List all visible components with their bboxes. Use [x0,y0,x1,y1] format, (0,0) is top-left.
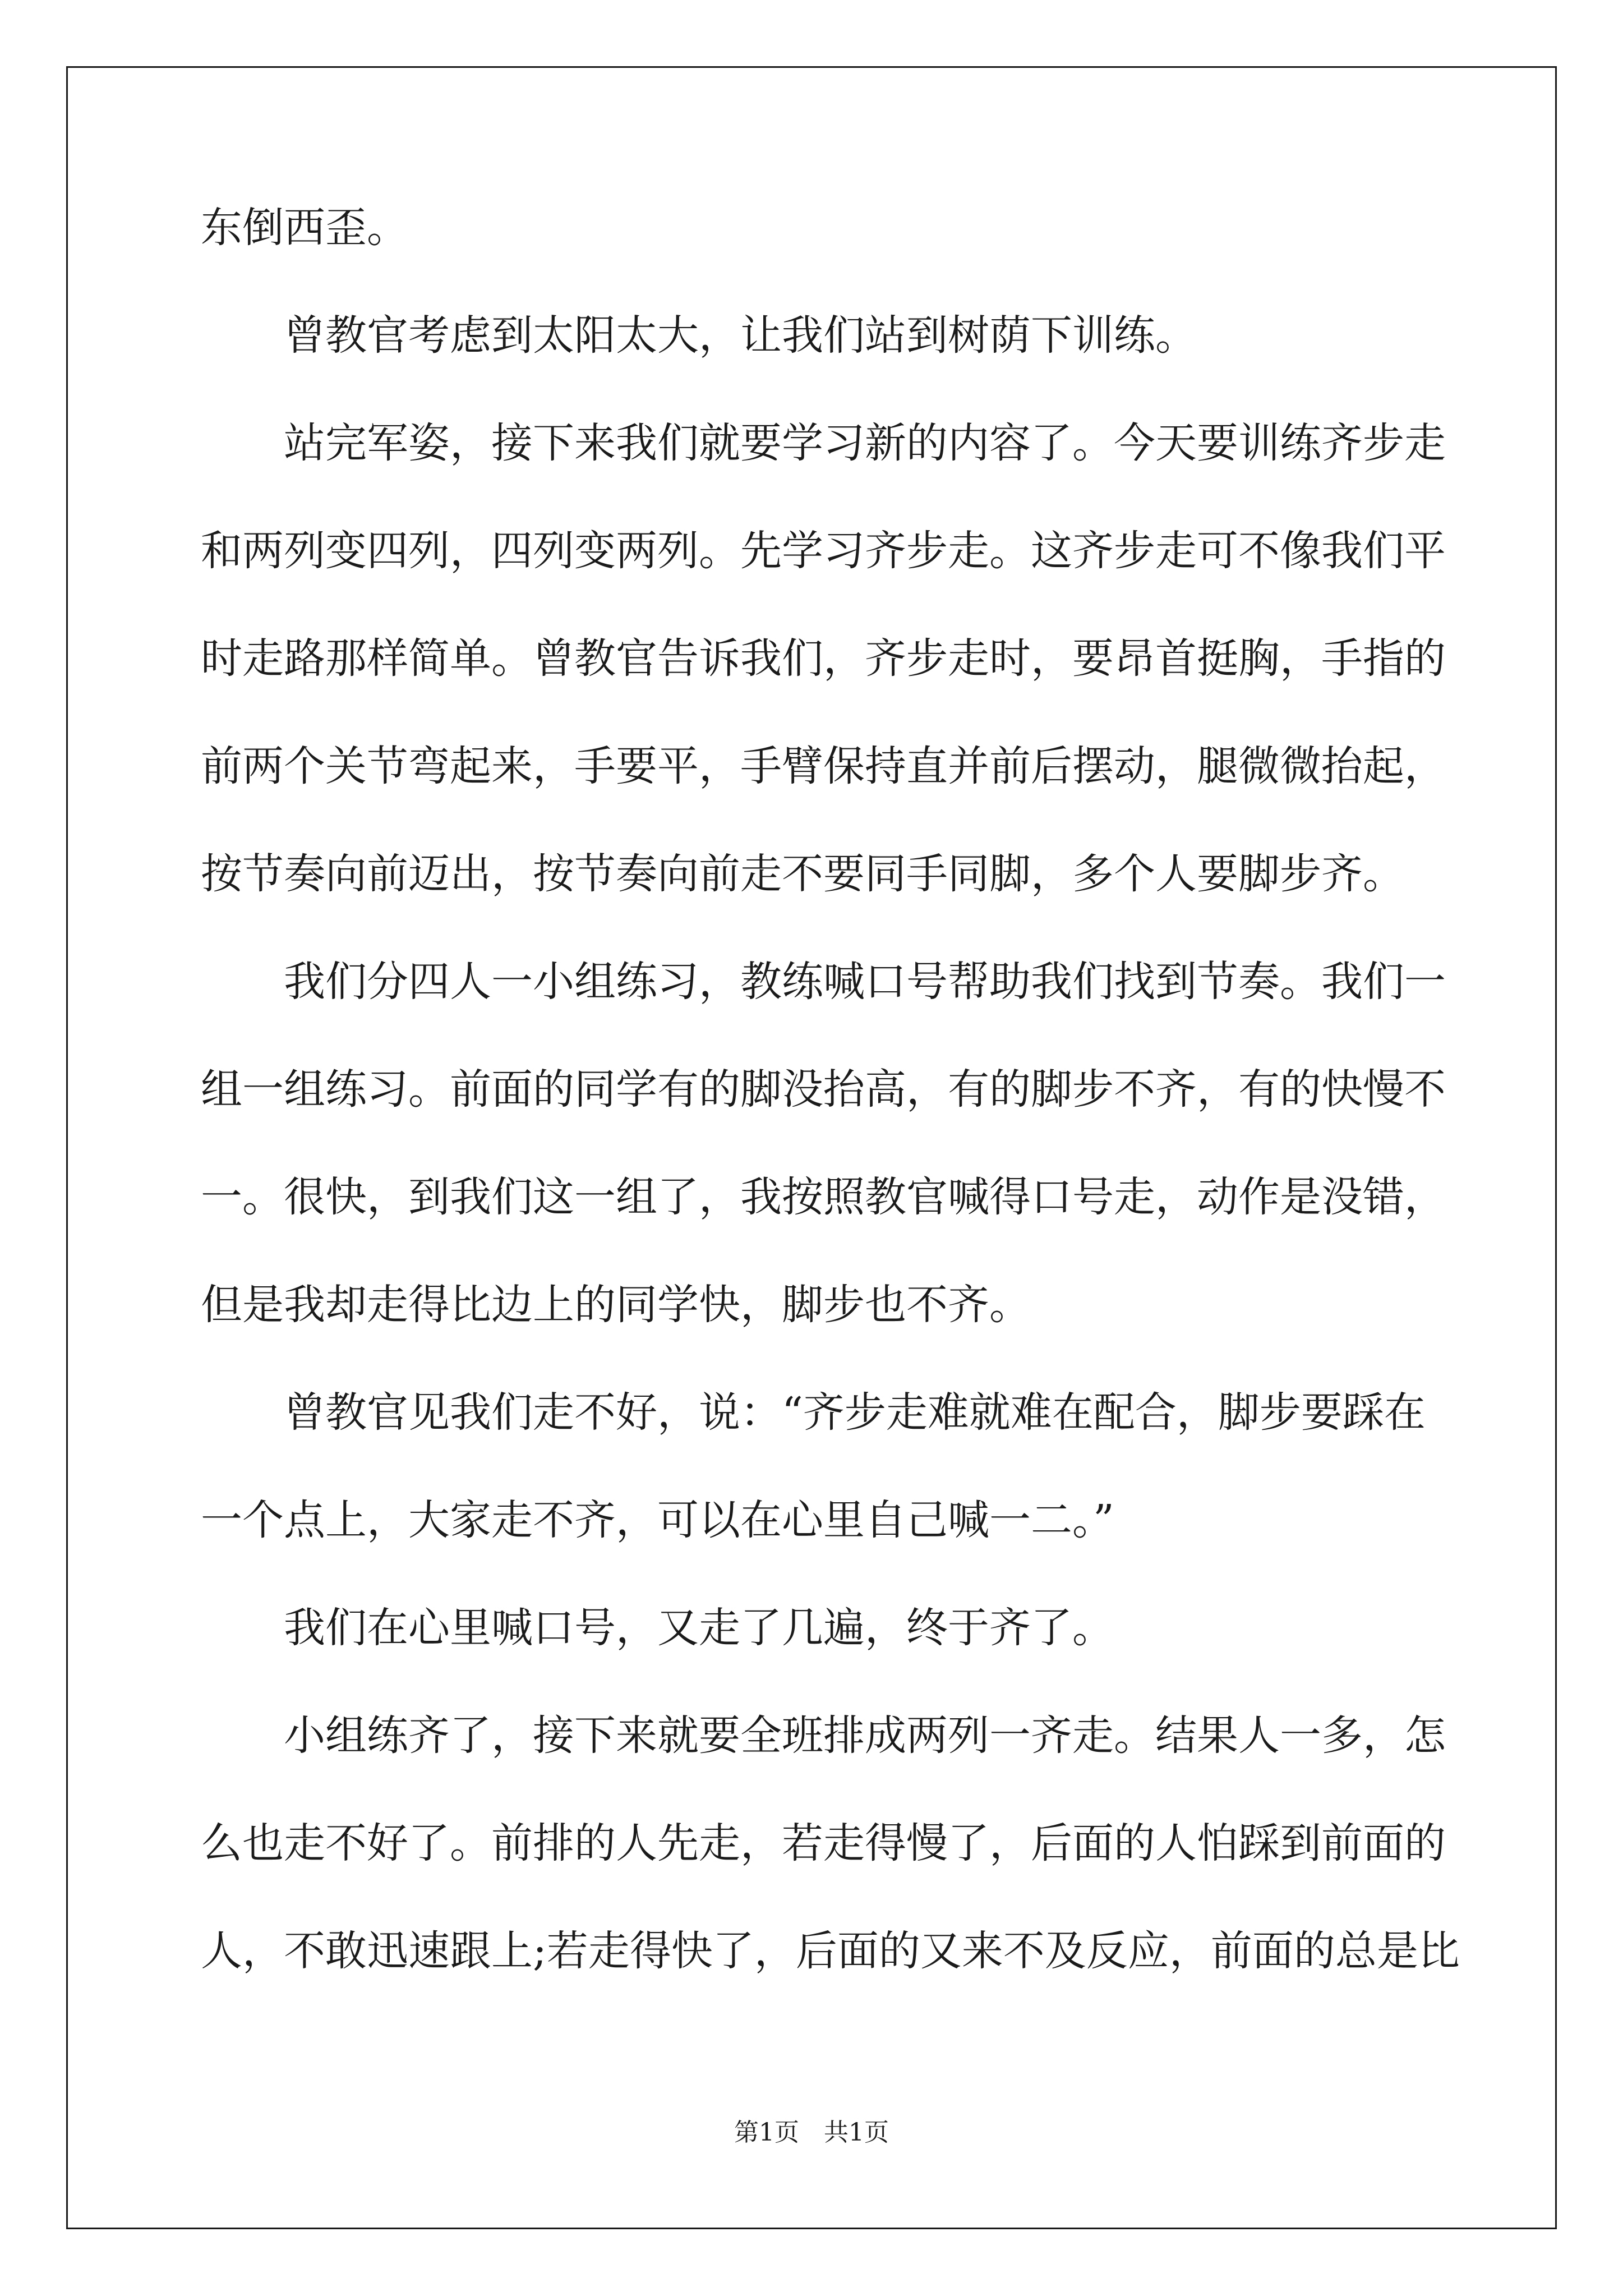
text-line: 一。很快，到我们这一组了，我按照教官喊得口号走，动作是没错， [201,1173,1446,1221]
page-number-footer: 第1页 共1页 [734,2118,889,2147]
document-body [201,174,1460,2005]
text-line: 么也走不好了。前排的人先走，若走得慢了，后面的人怕踩到前面的 [201,1819,1446,1867]
text-line: 曾教官见我们走不好，说：“齐步走难就难在配合，脚步要踩在 [284,1388,1426,1437]
text-line: 小组练齐了，接下来就要全班排成两列一齐走。结果人一多，怎 [284,1711,1446,1760]
text-line: 一个点上，大家走不齐，可以在心里自己喊一二。” [201,1496,1114,1544]
text-line: 但是我却走得比边上的同学快，脚步也不齐。 [201,1281,1031,1329]
text-line: 和两列变四列，四列变两列。先学习齐步走。这齐步走可不像我们平 [201,527,1446,575]
text-line: 人，不敢迅速跟上;若走得快了，后面的又来不及反应，前面的总是比 [201,1927,1460,1975]
text-line: 东倒西歪。 [201,204,408,252]
text-line: 我们分四人一小组练习，教练喊口号帮助我们找到节奏。我们一 [284,958,1446,1006]
text-line: 前两个关节弯起来，手要平，手臂保持直并前后摆动，腿微微抬起， [201,742,1446,790]
text-line: 我们在心里喊口号，又走了几遍，终于齐了。 [284,1604,1114,1652]
text-line: 曾教官考虑到太阳太大，让我们站到树荫下训练。 [284,311,1197,360]
text-line: 按节奏向前迈出，按节奏向前走不要同手同脚，多个人要脚步齐。 [201,850,1404,898]
text-line: 组一组练习。前面的同学有的脚没抬高，有的脚步不齐，有的快慢不 [201,1065,1446,1114]
text-line: 时走路那样简单。曾教官告诉我们，齐步走时，要昂首挺胸，手指的 [201,634,1446,683]
text-line: 站完军姿，接下来我们就要学习新的内容了。今天要训练齐步走 [284,419,1446,467]
